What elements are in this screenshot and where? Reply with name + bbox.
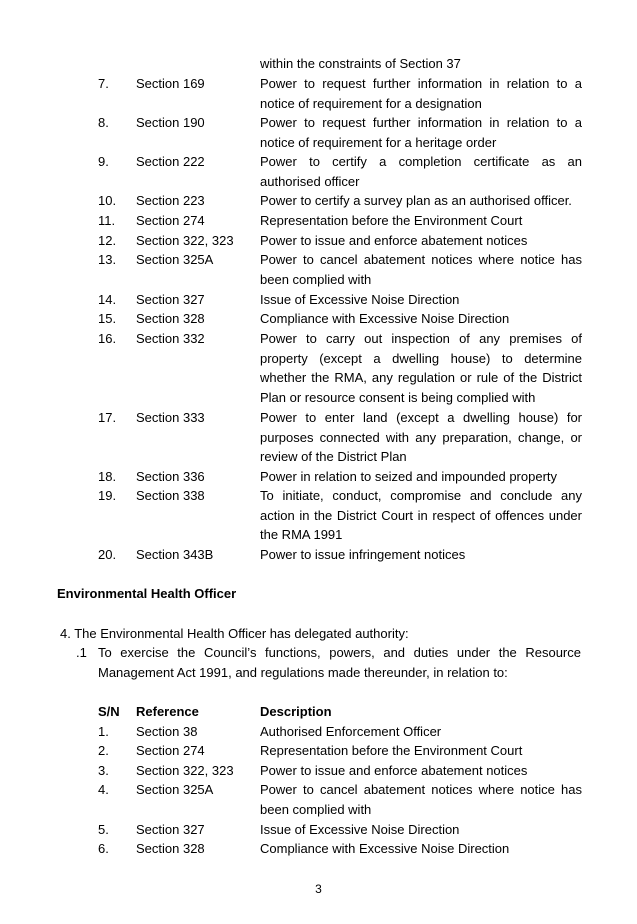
row-reference: Section 274 — [136, 213, 205, 228]
row-description: Compliance with Excessive Noise Direction — [260, 841, 510, 856]
row-reference: Section 190 — [136, 115, 205, 130]
paragraph-4: 4. The Environmental Health Officer has delegated authority: — [60, 626, 409, 641]
row-reference: Section 222 — [136, 154, 205, 169]
paragraph-text: To exercise the Council’s functions, powers, and duties under the Resource Management Act 1991, and regulations made thereunder, in relation to: — [98, 645, 581, 680]
row-reference: Section 328 — [136, 311, 205, 326]
row-description: Power to request further information in relation to a notice of requirement for a heritage order — [260, 115, 582, 150]
row-reference: Section 223 — [136, 193, 205, 208]
row-reference: Section 325A — [136, 252, 214, 267]
row-description: Representation before the Environment Court — [260, 213, 523, 228]
row-sn: 9. — [98, 154, 109, 169]
row-description: Power in relation to seized and impounded property — [260, 469, 558, 484]
row-reference: Section 327 — [136, 292, 205, 307]
row-description: Power to certify a completion certificate as an authorised officer — [260, 154, 582, 189]
row-sn: 10. — [98, 193, 117, 208]
row-description: Power to issue infringement notices — [260, 547, 466, 562]
section-heading: Environmental Health Officer — [57, 586, 237, 601]
row-sn: 14. — [98, 292, 117, 307]
row-description: Power to certify a survey plan as an authorised officer. — [260, 193, 572, 208]
row-sn: 8. — [98, 115, 109, 130]
row-reference: Section 322, 323 — [136, 763, 234, 778]
row-reference: Section 338 — [136, 488, 205, 503]
row-description: Power to cancel abatement notices where notice has been complied with — [260, 782, 582, 817]
row-sn: 7. — [98, 76, 109, 91]
row-sn: 5. — [98, 822, 109, 837]
row-description: To initiate, conduct, compromise and conclude any action in the District Court in respect of offences under the RMA 1991 — [260, 488, 582, 543]
page-number: 3 — [315, 882, 322, 896]
row-reference: Section 327 — [136, 822, 205, 837]
row-description: Issue of Excessive Noise Direction — [260, 292, 460, 307]
row-description: Issue of Excessive Noise Direction — [260, 822, 460, 837]
row-reference: Section 336 — [136, 469, 205, 484]
row-sn: 13. — [98, 252, 117, 267]
row-sn: 16. — [98, 331, 117, 346]
row-reference: Section 343B — [136, 547, 214, 562]
row-reference: Section 325A — [136, 782, 214, 797]
paragraph-number: .1 — [76, 645, 87, 660]
row-sn: 12. — [98, 233, 117, 248]
row-description: Power to issue and enforce abatement notices — [260, 233, 528, 248]
continuation-text: within the constraints of Section 37 — [260, 56, 461, 71]
row-description: Power to carry out inspection of any premises of property (except a dwelling house) to determine whether the RMA, any regulation or rule of the District Plan or resource consent is being complied with — [260, 331, 582, 405]
row-sn: 20. — [98, 547, 117, 562]
row-description: Power to enter land (except a dwelling house) for purposes connected with any preparation, change, or review of the District Plan — [260, 410, 582, 465]
row-description: Compliance with Excessive Noise Direction — [260, 311, 510, 326]
row-reference: Section 274 — [136, 743, 205, 758]
header-reference: Reference — [136, 704, 199, 719]
row-reference: Section 169 — [136, 76, 205, 91]
row-reference: Section 333 — [136, 410, 205, 425]
row-sn: 17. — [98, 410, 117, 425]
row-reference: Section 332 — [136, 331, 205, 346]
row-sn: 18. — [98, 469, 117, 484]
paragraph-4-1 — [76, 643, 581, 682]
row-sn: 6. — [98, 841, 109, 856]
header-sn: S/N — [98, 704, 120, 719]
row-description: Power to issue and enforce abatement notices — [260, 763, 528, 778]
header-description: Description — [260, 704, 332, 719]
row-sn: 15. — [98, 311, 117, 326]
row-reference: Section 322, 323 — [136, 233, 234, 248]
row-sn: 1. — [98, 724, 109, 739]
row-sn: 3. — [98, 763, 109, 778]
row-description: Power to cancel abatement notices where notice has been complied with — [260, 252, 582, 287]
row-sn: 2. — [98, 743, 109, 758]
row-sn: 4. — [98, 782, 109, 797]
row-description: Power to request further information in relation to a notice of requirement for a designation — [260, 76, 582, 111]
row-sn: 19. — [98, 488, 117, 503]
row-reference: Section 38 — [136, 724, 198, 739]
row-reference: Section 328 — [136, 841, 205, 856]
row-description: Authorised Enforcement Officer — [260, 724, 442, 739]
row-sn: 11. — [98, 213, 116, 228]
row-description: Representation before the Environment Court — [260, 743, 523, 758]
